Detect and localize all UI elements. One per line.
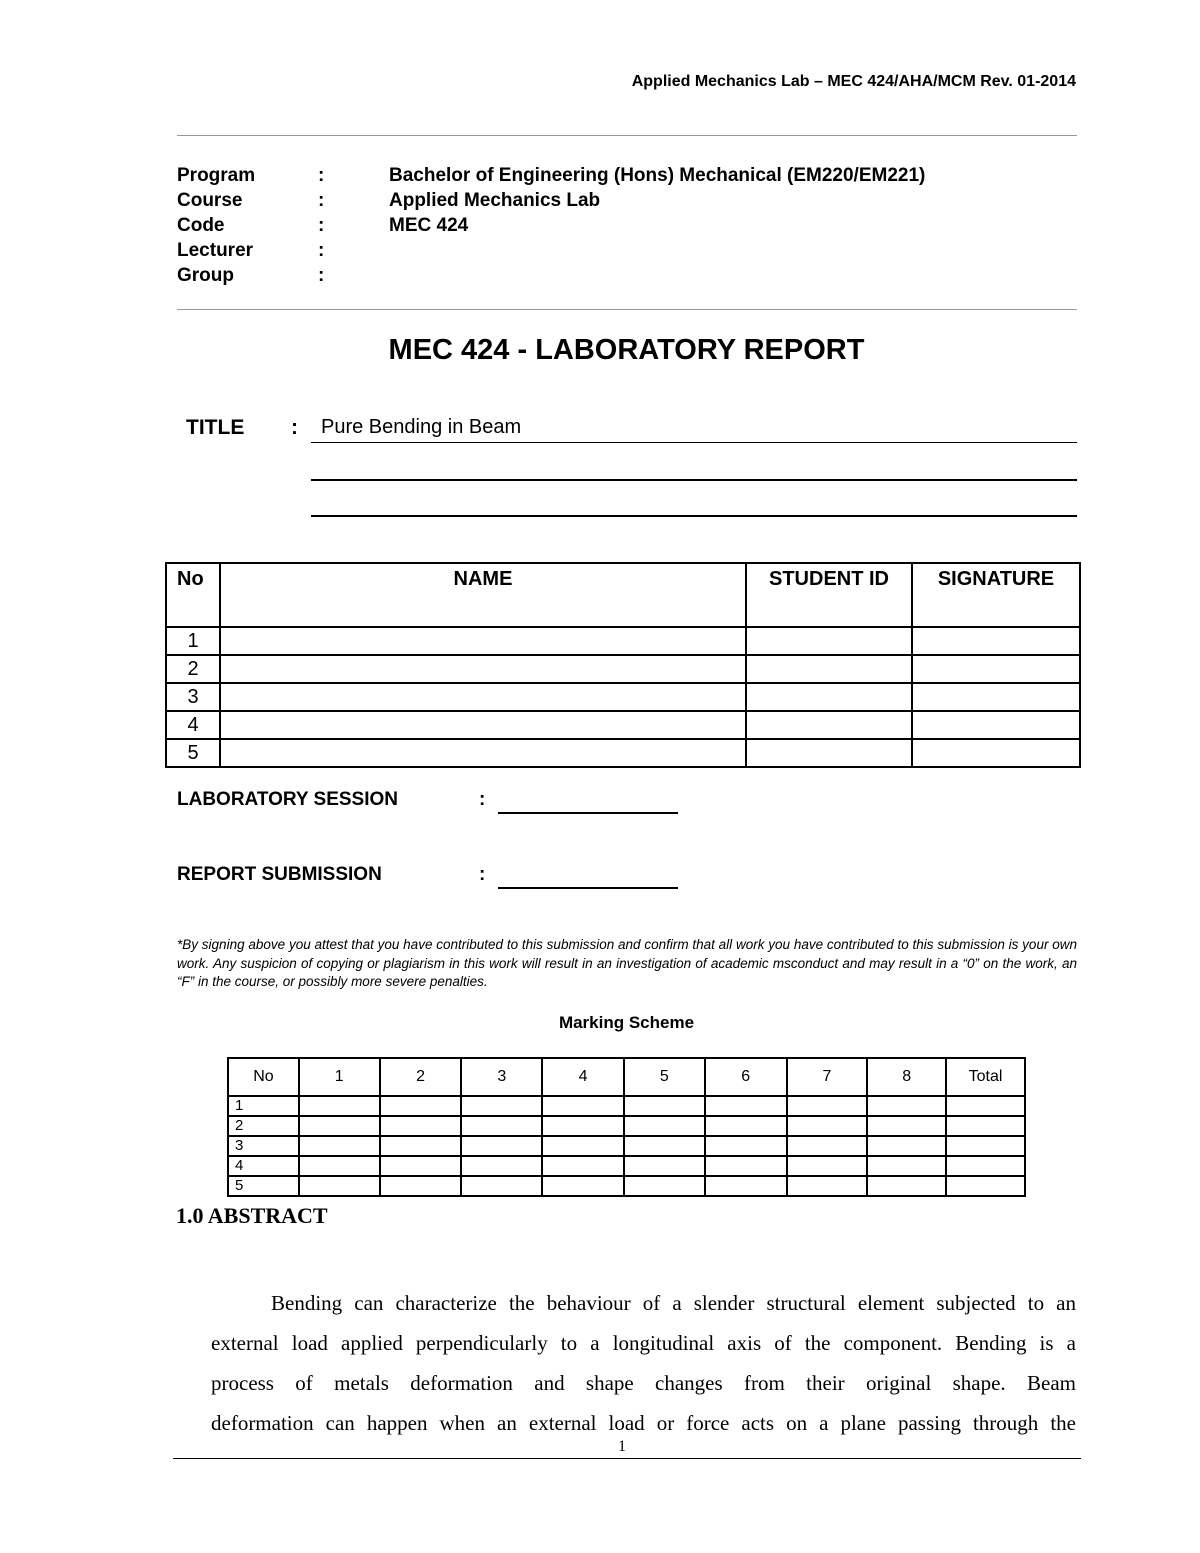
page-number: 1 — [618, 1438, 626, 1455]
marking-row-number: 2 — [228, 1116, 299, 1136]
marking-scheme-title: Marking Scheme — [558, 1013, 695, 1032]
report-submission-colon: : — [479, 864, 486, 885]
student-id-cell[interactable] — [746, 711, 912, 739]
mark-cell[interactable] — [787, 1096, 868, 1116]
marking-row-number: 5 — [228, 1176, 299, 1196]
mark-cell[interactable] — [705, 1136, 787, 1156]
row-number: 3 — [166, 683, 220, 711]
mark-cell[interactable] — [705, 1176, 787, 1196]
abstract-body — [211, 1283, 1076, 1443]
marking-header-cell: No — [228, 1058, 299, 1096]
title-value[interactable]: Pure Bending in Beam — [321, 416, 522, 438]
marking-header-cell: Total — [946, 1058, 1025, 1096]
document-header: Applied Mechanics Lab – MEC 424/AHA/MCM Rev. 01-2014 — [631, 73, 1076, 90]
mark-cell[interactable] — [624, 1176, 705, 1196]
title-label: TITLE — [186, 416, 245, 439]
total-cell[interactable] — [946, 1096, 1025, 1116]
abstract-line: process of metals deformation and shape changes from their original shape. Beam — [211, 1371, 1076, 1395]
info-value: Bachelor of Engineering (Hons) Mechanical (EM220/EM221) — [389, 165, 926, 186]
marking-header-cell: 1 — [299, 1058, 380, 1096]
marking-row — [228, 1136, 1025, 1156]
mark-cell[interactable] — [542, 1136, 624, 1156]
marking-row-number: 1 — [228, 1096, 299, 1116]
mark-cell[interactable] — [624, 1156, 705, 1176]
table-row — [166, 739, 1080, 767]
marking-row-number: 3 — [228, 1136, 299, 1156]
plagiarism-disclaimer: *By signing above you attest that you have contributed to this submission and confirm that all work you have contributed to this submission is your own work. Any suspicion of copying or plagiarism in this work will result in an investigation of academic msconduct and may result in a “0” on the work, an “F” in the course, or possibly more severe penalties. — [177, 937, 1077, 989]
info-label: Code — [177, 215, 225, 236]
info-colon: : — [318, 215, 325, 236]
marking-row — [228, 1156, 1025, 1176]
row-number: 5 — [166, 739, 220, 767]
mark-cell[interactable] — [867, 1116, 946, 1136]
mark-cell[interactable] — [380, 1136, 462, 1156]
signature-cell[interactable] — [912, 627, 1080, 655]
marking-scheme-table — [227, 1057, 1026, 1197]
marking-header-cell: 2 — [380, 1058, 462, 1096]
mark-cell[interactable] — [624, 1116, 705, 1136]
marking-row — [228, 1116, 1025, 1136]
info-label: Lecturer — [177, 240, 254, 261]
marking-row-number: 4 — [228, 1156, 299, 1176]
mark-cell[interactable] — [542, 1176, 624, 1196]
signature-cell[interactable] — [912, 655, 1080, 683]
column-header-student-id: STUDENT ID — [746, 563, 912, 627]
mark-cell[interactable] — [461, 1176, 542, 1196]
mark-cell[interactable] — [705, 1116, 787, 1136]
mark-cell[interactable] — [380, 1096, 462, 1116]
column-header-no: No — [166, 563, 220, 627]
mark-cell[interactable] — [542, 1116, 624, 1136]
info-label: Group — [177, 265, 234, 286]
title-colon: : — [291, 416, 298, 439]
signature-cell[interactable] — [912, 739, 1080, 767]
total-cell[interactable] — [946, 1116, 1025, 1136]
row-number: 2 — [166, 655, 220, 683]
info-colon: : — [318, 165, 325, 186]
mark-cell[interactable] — [380, 1176, 462, 1196]
mark-cell[interactable] — [299, 1176, 380, 1196]
info-value: Applied Mechanics Lab — [389, 190, 601, 211]
signature-cell[interactable] — [912, 711, 1080, 739]
marking-header-cell: 7 — [787, 1058, 868, 1096]
mark-cell[interactable] — [867, 1096, 946, 1116]
marking-row — [228, 1096, 1025, 1116]
mark-cell[interactable] — [867, 1156, 946, 1176]
abstract-line: external load applied perpendicularly to a longitudinal axis of the component. Bending is a — [211, 1331, 1076, 1355]
mark-cell[interactable] — [461, 1096, 542, 1116]
title-underline — [311, 479, 1077, 481]
mark-cell[interactable] — [542, 1156, 624, 1176]
report-title: MEC 424 - LABORATORY REPORT — [388, 334, 865, 366]
name-cell[interactable] — [220, 683, 746, 711]
info-colon: : — [318, 265, 325, 286]
marking-row — [228, 1176, 1025, 1196]
abstract-line: deformation can happen when an external load or force acts on a plane passing through the — [211, 1411, 1076, 1435]
row-number: 4 — [166, 711, 220, 739]
table-row — [166, 683, 1080, 711]
report-submission-field[interactable] — [498, 887, 678, 889]
mark-cell[interactable] — [380, 1116, 462, 1136]
footer-divider — [173, 1458, 1081, 1459]
name-cell[interactable] — [220, 655, 746, 683]
column-header-name: NAME — [220, 563, 746, 627]
info-label: Program — [177, 165, 256, 186]
student-id-cell[interactable] — [746, 739, 912, 767]
name-cell[interactable] — [220, 627, 746, 655]
mark-cell[interactable] — [624, 1096, 705, 1116]
mark-cell[interactable] — [705, 1096, 787, 1116]
row-number: 1 — [166, 627, 220, 655]
header-divider — [177, 135, 1077, 136]
info-divider — [177, 309, 1077, 310]
mark-cell[interactable] — [461, 1156, 542, 1176]
name-cell[interactable] — [220, 739, 746, 767]
mark-cell[interactable] — [461, 1116, 542, 1136]
abstract-heading: 1.0 ABSTRACT — [176, 1203, 328, 1228]
total-cell[interactable] — [946, 1136, 1025, 1156]
report-submission-label: REPORT SUBMISSION — [177, 864, 382, 885]
mark-cell[interactable] — [787, 1136, 868, 1156]
abstract-line: Bending can characterize the behaviour of a slender structural element subjected to an — [271, 1291, 1076, 1315]
total-cell[interactable] — [946, 1176, 1025, 1196]
marking-header-cell: 6 — [705, 1058, 787, 1096]
marking-header-cell: 8 — [867, 1058, 946, 1096]
mark-cell[interactable] — [787, 1156, 868, 1176]
info-colon: : — [318, 190, 325, 211]
student-id-cell[interactable] — [746, 627, 912, 655]
info-label: Course — [177, 190, 243, 211]
table-row — [166, 711, 1080, 739]
mark-cell[interactable] — [867, 1176, 946, 1196]
marking-header-cell: 5 — [624, 1058, 705, 1096]
laboratory-session-colon: : — [479, 789, 486, 810]
title-underline — [311, 442, 1077, 443]
student-id-cell[interactable] — [746, 683, 912, 711]
column-header-signature: SIGNATURE — [912, 563, 1080, 627]
mark-cell[interactable] — [299, 1156, 380, 1176]
laboratory-session-label: LABORATORY SESSION — [177, 789, 398, 810]
mark-cell[interactable] — [867, 1136, 946, 1156]
mark-cell[interactable] — [624, 1136, 705, 1156]
marking-header-row — [228, 1058, 1025, 1096]
mark-cell[interactable] — [299, 1136, 380, 1156]
info-value: MEC 424 — [389, 215, 469, 236]
mark-cell[interactable] — [299, 1116, 380, 1136]
info-colon: : — [318, 240, 325, 261]
mark-cell[interactable] — [299, 1096, 380, 1116]
mark-cell[interactable] — [787, 1116, 868, 1136]
name-cell[interactable] — [220, 711, 746, 739]
laboratory-session-field[interactable] — [498, 812, 678, 814]
table-header-row — [166, 563, 1080, 627]
marking-header-cell: 3 — [461, 1058, 542, 1096]
mark-cell[interactable] — [705, 1156, 787, 1176]
mark-cell[interactable] — [461, 1136, 542, 1156]
marking-header-cell: 4 — [542, 1058, 624, 1096]
total-cell[interactable] — [946, 1156, 1025, 1176]
signature-cell[interactable] — [912, 683, 1080, 711]
students-table — [165, 562, 1081, 768]
table-row — [166, 655, 1080, 683]
mark-cell[interactable] — [542, 1096, 624, 1116]
mark-cell[interactable] — [380, 1156, 462, 1176]
student-id-cell[interactable] — [746, 655, 912, 683]
mark-cell[interactable] — [787, 1176, 868, 1196]
title-underline — [311, 515, 1077, 517]
table-row — [166, 627, 1080, 655]
